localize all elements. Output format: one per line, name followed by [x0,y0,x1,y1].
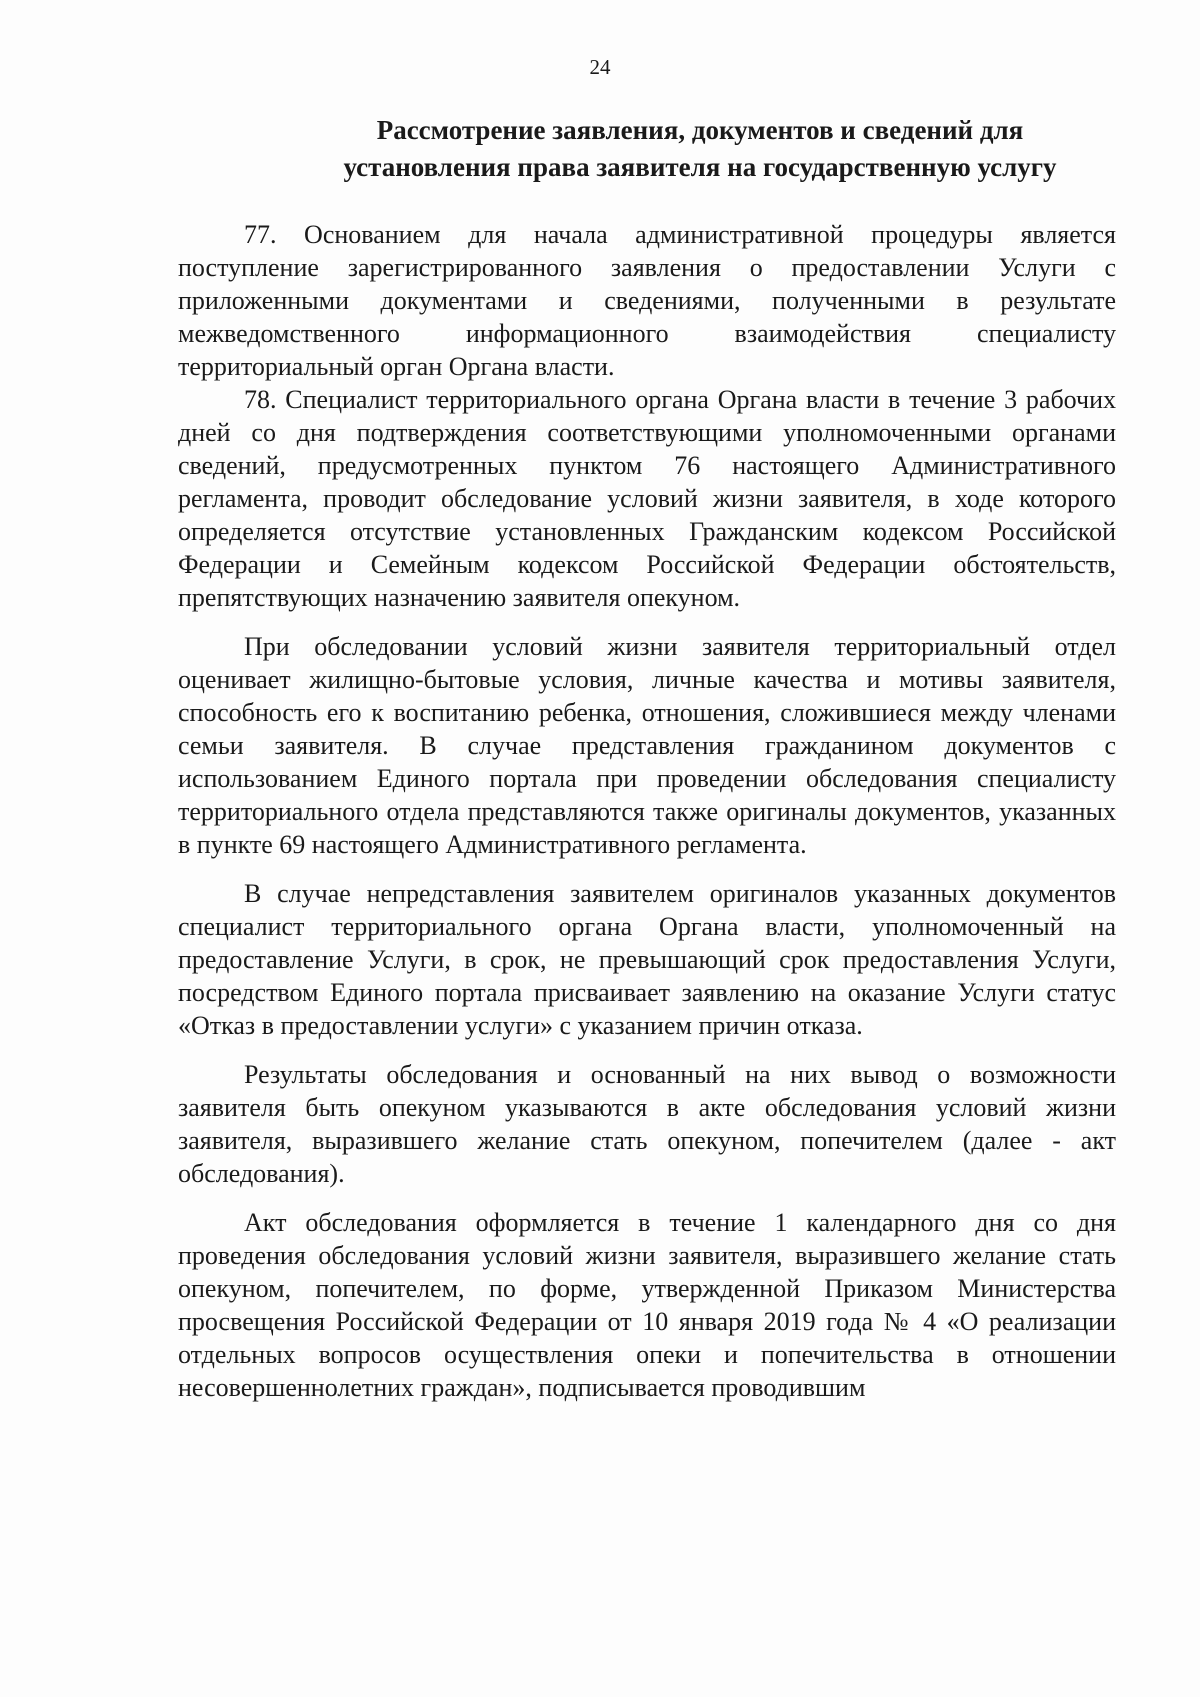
paragraph-results: Результаты обследования и основанный на них вывод о возможности заявителя быть опекуном указываются в акте обследования условий жизни заявителя, выразившего желание стать опекуном, попечителем (далее - акт обследования). [178,1060,1116,1188]
paragraph-refusal: В случае непредставления заявителем оригиналов указанных документов специалист территориального органа Органа власти, уполномоченный на предоставление Услуги, в срок, не превышающий срок предоставления Услуги, посредством Единого портала присваивает заявлению на оказание Услуги статус «Отказ в предоставлении услуги» с указанием причин отказа. [178,879,1116,1040]
section-heading [300,112,1100,186]
paragraph-77: 77. Основанием для начала административной процедуры является поступление зарегистрированного заявления о предоставлении Услуги с приложенными документами и сведениями, полученными в результате межведомственного информационного взаимодействия специалисту территориальный орган Органа власти. [178,220,1116,381]
paragraph-act: Акт обследования оформляется в течение 1 календарного дня со дня проведения обследования условий жизни заявителя, выразившего желание стать опекуном, попечителем, по форме, утвержденной Приказом Министерства просвещения Российской Федерации от 10 января 2019 года № 4 «О реализации отдельных вопросов осуществления опеки и попечительства в отношении несовершеннолетних граждан», подписывается проводившим [178,1208,1116,1402]
document-body [178,218,1116,1404]
section-heading-line-1: Рассмотрение заявления, документов и сведений для [376,115,1024,145]
section-heading-line-2: установления права заявителя на государственную услугу [343,152,1057,182]
page-number: 24 [589,55,611,79]
paragraph-78: 78. Специалист территориального органа Органа власти в течение 3 рабочих дней со дня подтверждения соответствующими уполномоченными органами сведений, предусмотренных пунктом 76 настоящего Административного регламента, проводит обследование условий жизни заявителя, в ходе которого определяется отсутствие установленных Гражданским кодексом Российской Федерации и Семейным кодексом Российской Федерации обстоятельств, препятствующих назначению заявителя опекуном. [178,385,1116,612]
paragraph-survey: При обследовании условий жизни заявителя территориальный отдел оценивает жилищно-бытовые условия, личные качества и мотивы заявителя, способность его к воспитанию ребенка, отношения, сложившиеся между членами семьи заявителя. В случае представления гражданином документов с использованием Единого портала при проведении обследования специалисту территориального отдела представляются также оригиналы документов, указанных в пункте 69 настоящего Административного регламента. [178,632,1116,859]
